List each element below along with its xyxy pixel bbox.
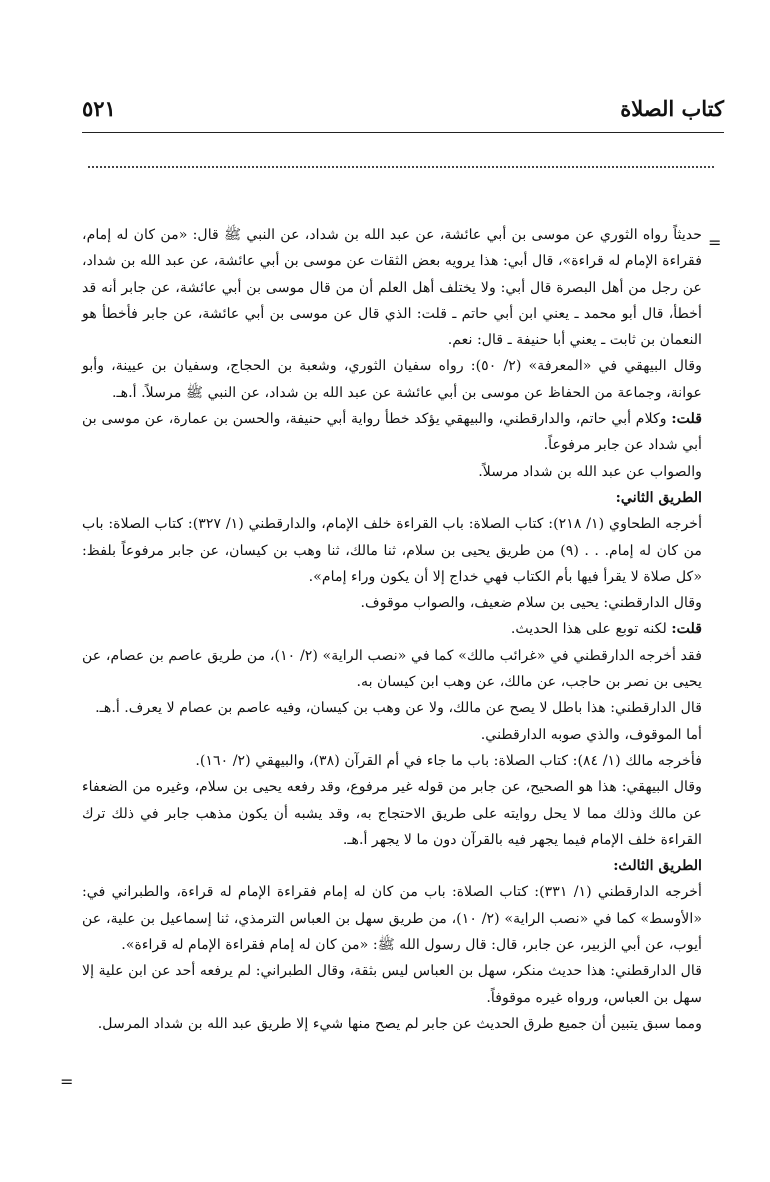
section-heading: الطريق الثالث: — [613, 858, 702, 875]
paragraph: أخرجه الدارقطني (١/ ٣٣١): كتاب الصلاة: باب من كان له إمام فقراءة الإمام له قراءة، والطبراني في: «الأوسط» كما في «نصب الراية» (٢/ ١٠)، من طريق سهل بن العباس الترمذي، ثنا إسماعيل بن علية، عن أيوب، عن أبي الزبير، عن جابر، قال: قال رسول الله ﷺ: «من كان له إمام فقراءة الإمام له قراءة». — [82, 884, 703, 954]
paragraph: ومما سبق يتبين أن جميع طرق الحديث عن جابر لم يصح منها شيء إلا طريق عبد الله بن شداد المرسل. — [97, 1015, 702, 1032]
continuation-mark-bottom: = — [60, 1072, 74, 1091]
paragraph: والصواب عن عبد الله بن شداد مرسلاً. — [478, 463, 702, 480]
paragraph: حديثاً رواه الثوري عن موسى بن أبي عائشة، عن عبد الله بن شداد، عن النبي ﷺ قال: «من كان له إمام، فقراءة الإمام له قراءة»، قال أبي: هذا يرويه بعض الثقات عن موسى بن أبي عائشة، عن عبد الله بن شداد، عن رجل من أهل البصرة قال أبي: ولا يختلف أهل العلم أن من قال موسى بن أبي عائشة، عن جابر أنه قد أخطأ، قال أبو محمد ـ يعني ابن أبي حاتم ـ قلت: الذي قال عن موسى بن أبي عائشة، عن جابر فأخطأ هو النعمان بن ثابت ـ يعني أبا حنيفة ـ قال: نعم. — [82, 227, 702, 349]
page-header — [82, 96, 724, 130]
paragraph: قال الدارقطني: هذا حديث منكر، سهل بن العباس ليس بثقة، وقال الطبراني: لم يرفعه أحد عن ابن علية إلا سهل بن العباس، ورواه غيره موقوفاً. — [82, 963, 702, 1006]
paragraph: قال الدارقطني: هذا باطل لا يصح عن مالك، ولا عن وهب بن كيسان، وفيه عاصم بن عصام لا يعرف. أ.هـ. — [95, 700, 702, 717]
paragraph: أما الموقوف، والذي صوبه الدارقطني. — [480, 726, 702, 743]
book-title: كتاب الصلاة — [620, 96, 724, 121]
paragraph: وقال الدارقطني: يحيى بن سلام ضعيف، والصواب موقوف. — [360, 595, 702, 612]
paragraph: وقال البيهقي: هذا هو الصحيح، عن جابر من قوله غير مرفوع، وقد رفعه يحيى بن سلام، وغيره من الضعفاء عن مالك وذلك مما لا يحل روايته على طريق الاحتجاج به، وقد يشبه أن يكون مذهب جابر في ذلك ترك القراءة خلف الإمام فيما يجهر فيه بالقرآن دون ما لا يجهر أ.هـ. — [82, 779, 702, 848]
page-body — [82, 222, 702, 1037]
paragraph: قلت: لكنه توبع على هذا الحديث. — [510, 621, 702, 638]
paragraph: فأخرجه مالك (١/ ٨٤): كتاب الصلاة: باب ما جاء في أم القرآن (٣٨)، والبيهقي (٢/ ١٦٠). — [195, 752, 702, 769]
continuation-mark-top: = — [708, 233, 722, 252]
paragraph: فقد أخرجه الدارقطني في «غرائب مالك» كما في «نصب الراية» (٢/ ١٠)، من طريق عاصم بن عصام، عن يحيى بن نصر بن حاجب، عن مالك، عن وهب ابن كيسان به. — [82, 647, 703, 691]
header-rule — [82, 132, 724, 133]
paragraph: أخرجه الطحاوي (١/ ٢١٨): كتاب الصلاة: باب القراءة خلف الإمام، والدارقطني (١/ ٣٢٧): كتاب الصلاة: باب من كان له إمام. . . (٩) من طريق يحيى بن سلام، ثنا مالك، ثنا وهب بن كيسان، عن جابر مرفوعاً بلفظ: «كل صلاة لا يقرأ فيها بأم الكتاب فهي خداج إلا أن يكون وراء إمام». — [82, 516, 703, 585]
paragraph: قلت: وكلام أبي حاتم، والدارقطني، والبيهقي يؤكد خطأ رواية أبي حنيفة، والحسن بن عمارة، عن موسى بن أبي شداد عن جابر مرفوعاً. — [82, 411, 702, 454]
paragraph-label: قلت: — [671, 621, 702, 638]
page-number: ٥٢١ — [82, 96, 116, 121]
paragraph: وقال البيهقي في «المعرفة» (٢/ ٥٠): رواه سفيان الثوري، وشعبة بن الحجاج، وسفيان بن عيينة، وأبو عوانة، وجماعة من الحفاظ عن موسى بن أبي عائشة عن عبد الله بن شداد، عن النبي ﷺ مرسلاً. أ.هـ. — [82, 358, 703, 401]
dotted-separator — [88, 166, 714, 168]
paragraph-label: قلت: — [671, 411, 702, 428]
section-heading: الطريق الثاني: — [615, 489, 702, 506]
